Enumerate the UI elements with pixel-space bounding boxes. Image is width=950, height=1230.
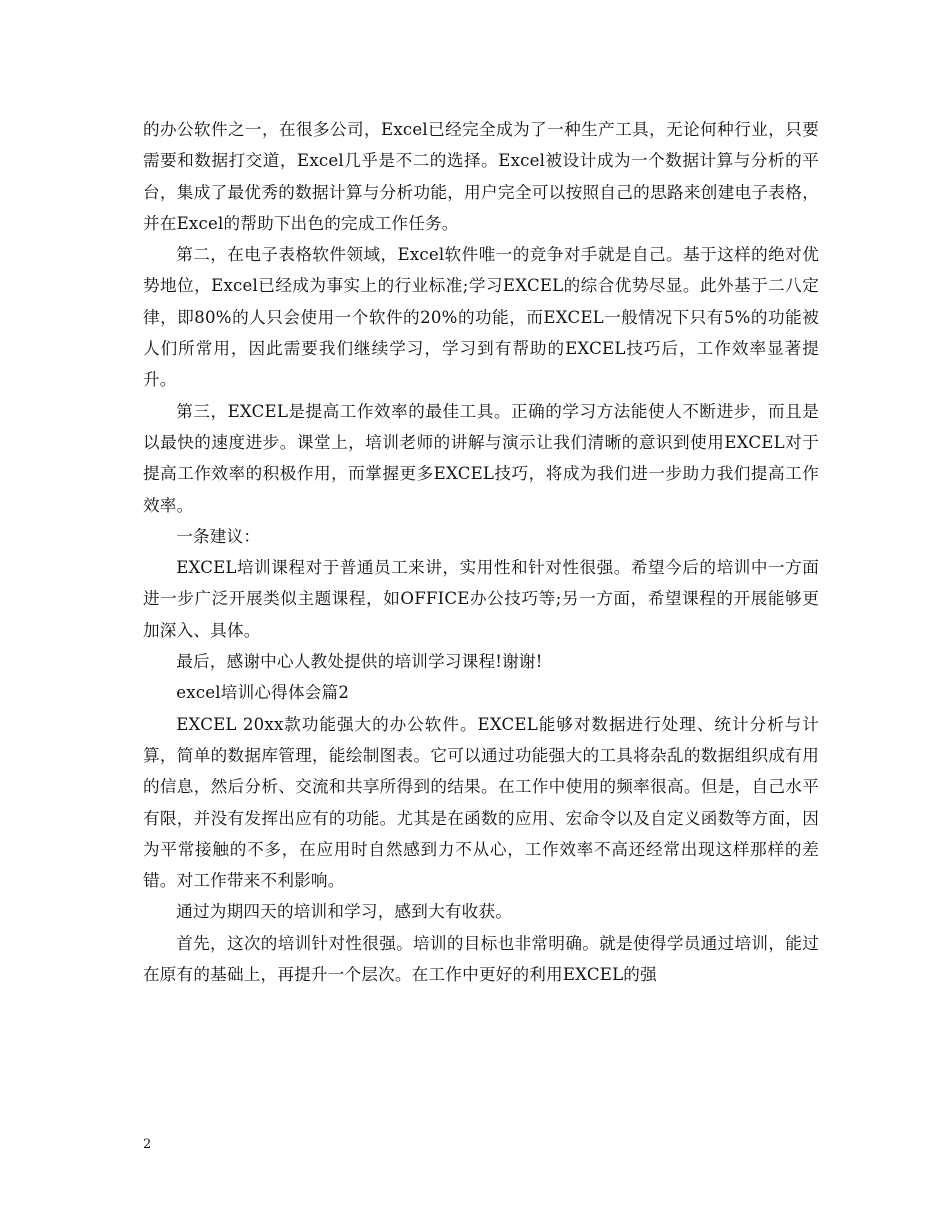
page-number: 2 xyxy=(143,1137,152,1152)
paragraph-suggestion-heading: 一条建议： xyxy=(176,526,261,546)
paragraph-suggestion: EXCEL培训课程对于普通员工来讲，实用性和针对性很强。希望今后的培训中一方面进一步广泛开展类似主题课程，如OFFICE办公技巧等;另一方面，希望课程的开展能够更加深入、具体。 xyxy=(143,558,819,640)
paragraph-thanks: 最后，感谢中心人教处提供的培训学习课程!谢谢! xyxy=(176,652,543,672)
section-title: excel培训心得体会篇2 xyxy=(176,683,350,703)
paragraph-harvest: 通过为期四天的培训和学习，感到大有收获。 xyxy=(176,902,513,922)
paragraph-second-point: 第二，在电子表格软件领域，Excel软件唯一的竞争对手就是自己。基于这样的绝对优势地位，Excel已经成为事实上的行业标准;学习EXCEL的综合优势尽显。此外基于二八定律，即80%的人只会使用一个软件的20%的功能，而EXCEL一般情况下只有5%的功能被人们所常用，因此需要我们继续学习，学习到有帮助的EXCEL技巧后，工作效率显著提升。 xyxy=(143,245,819,390)
paragraph-excel-intro: EXCEL 20xx款功能强大的办公软件。EXCEL能够对数据进行处理、统计分析与计算，简单的数据库管理，能绘制图表。它可以通过功能强大的工具将杂乱的数据组织成有用的信息，然后分析、交流和共享所得到的结果。在工作中使用的频率很高。但是，自己水平有限，并没有发挥出应有的功能。尤其是在函数的应用、宏命令以及自定义函数等方面，因为平常接触的不多，在应用时自然感到力不从心，工作效率不高还经常出现这样那样的差错。对工作带来不利影响。 xyxy=(143,714,819,891)
paragraph-third-point: 第三，EXCEL是提高工作效率的最佳工具。正确的学习方法能使人不断进步，而且是以最快的速度进步。课堂上，培训老师的讲解与演示让我们清晰的意识到使用EXCEL对于提高工作效率的积极作用，而掌握更多EXCEL技巧，将成为我们进一步助力我们提高工作效率。 xyxy=(143,401,819,515)
body-text xyxy=(143,114,819,990)
paragraph-continuation: 的办公软件之一，在很多公司，Excel已经完全成为了一种生产工具，无论何种行业，只要需要和数据打交道，Excel几乎是不二的选择。Excel被设计成为一个数据计算与分析的平台，集成了最优秀的数据计算与分析功能，用户完全可以按照自己的思路来创建电子表格，并在Excel的帮助下出色的完成工作任务。 xyxy=(143,120,819,233)
paragraph-first-point: 首先，这次的培训针对性很强。培训的目标也非常明确。就是使得学员通过培训，能过在原有的基础上，再提升一个层次。在工作中更好的利用EXCEL的强 xyxy=(143,933,819,985)
